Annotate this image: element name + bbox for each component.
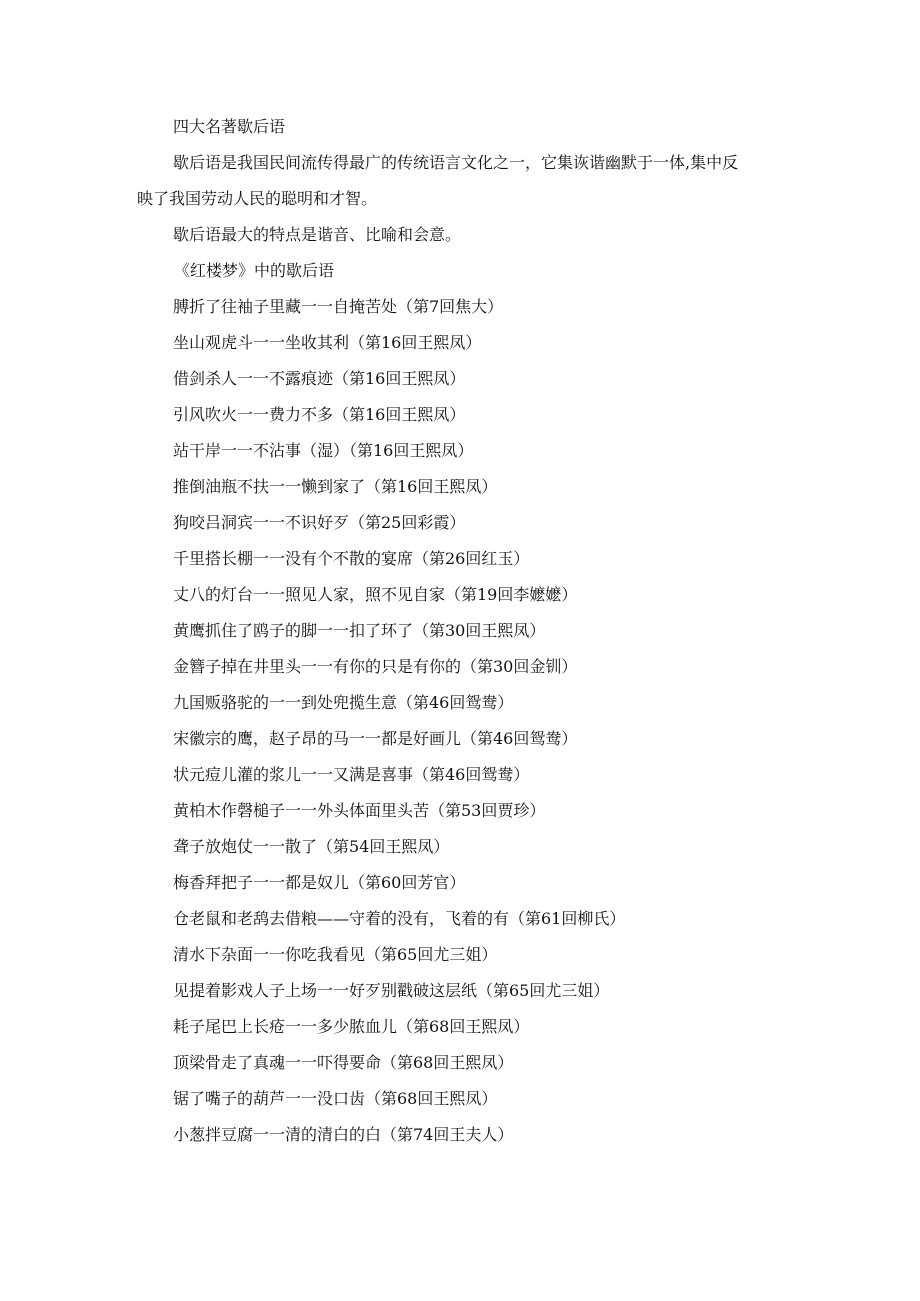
intro-paragraph-line-2: 映了我国劳动人民的聪明和才智。 — [137, 189, 378, 208]
list-item: 状元痘儿灌的浆儿一一又满是喜事（第46回鸳鸯） — [173, 765, 530, 784]
list-item: 黄柏木作磬槌子一一外头体面里头苦（第53回贾珍） — [173, 801, 546, 820]
list-item: 仓老鼠和老鸹去借粮——守着的没有，飞着的有（第61回柳氏） — [173, 909, 626, 928]
list-item: 引风吹火一一费力不多（第16回王熙凤） — [173, 405, 466, 424]
list-item: 黄鹰抓住了鸥子的脚一一扣了环了（第30回王熙凤） — [173, 621, 546, 640]
list-item: 清水下杂面一一你吃我看见（第65回尤三姐） — [173, 945, 498, 964]
list-item: 站干岸一一不沾事（湿）（第16回王熙凤） — [173, 441, 474, 460]
list-item: 梅香拜把子一一都是奴儿（第60回芳官） — [173, 873, 466, 892]
list-item: 狗咬吕洞宾一一不识好歹（第25回彩霞） — [173, 513, 466, 532]
list-item: 顶梁骨走了真魂一一吓得要命（第68回王熙凤） — [173, 1053, 514, 1072]
list-item: 聋子放炮仗一一散了（第54回王熙凤） — [173, 837, 450, 856]
section-heading: 《红楼梦》中的歇后语 — [174, 261, 335, 280]
list-item: 膊折了往袖子里藏一一自掩苦处（第7回焦大） — [173, 297, 504, 316]
list-item: 锯了嘴子的葫芦一一没口齿（第68回王熙凤） — [173, 1089, 498, 1108]
list-item: 小葱拌豆腐一一清的清白的白（第74回王夫人） — [173, 1125, 514, 1144]
list-item: 九国贩骆驼的一一到处兜揽生意（第46回鸳鸯） — [173, 693, 514, 712]
list-item: 见提着影戏人子上场一一好歹别戳破这层纸（第65回尤三姐） — [173, 981, 610, 1000]
intro-paragraph-line-1: 歇后语是我国民间流传得最广的传统语言文化之一，它集诙谐幽默于一体,集中反 — [173, 153, 739, 172]
list-item: 千里搭长棚一一没有个不散的宴席（第26回红玉） — [173, 549, 530, 568]
feature-paragraph: 歇后语最大的特点是谐音、比喻和会意。 — [173, 225, 462, 244]
document-title: 四大名著歇后语 — [173, 117, 286, 136]
list-item: 坐山观虎斗一一坐收其利（第16回王熙凤） — [173, 333, 482, 352]
list-item: 宋徽宗的鹰，赵子昂的马一一都是好画儿（第46回鸳鸯） — [173, 729, 578, 748]
list-item: 金簪子掉在井里头一一有你的只是有你的（第30回金钏） — [173, 657, 578, 676]
list-item: 耗子尾巴上长疮一一多少脓血儿（第68回王熙凤） — [173, 1017, 530, 1036]
list-item: 借剑杀人一一不露痕迹（第16回王熙凤） — [173, 369, 466, 388]
list-item: 丈八的灯台一一照见人家，照不见自家（第19回李嬷嬷） — [173, 585, 578, 604]
list-item: 推倒油瓶不扶一一懒到家了（第16回王熙凤） — [173, 477, 498, 496]
